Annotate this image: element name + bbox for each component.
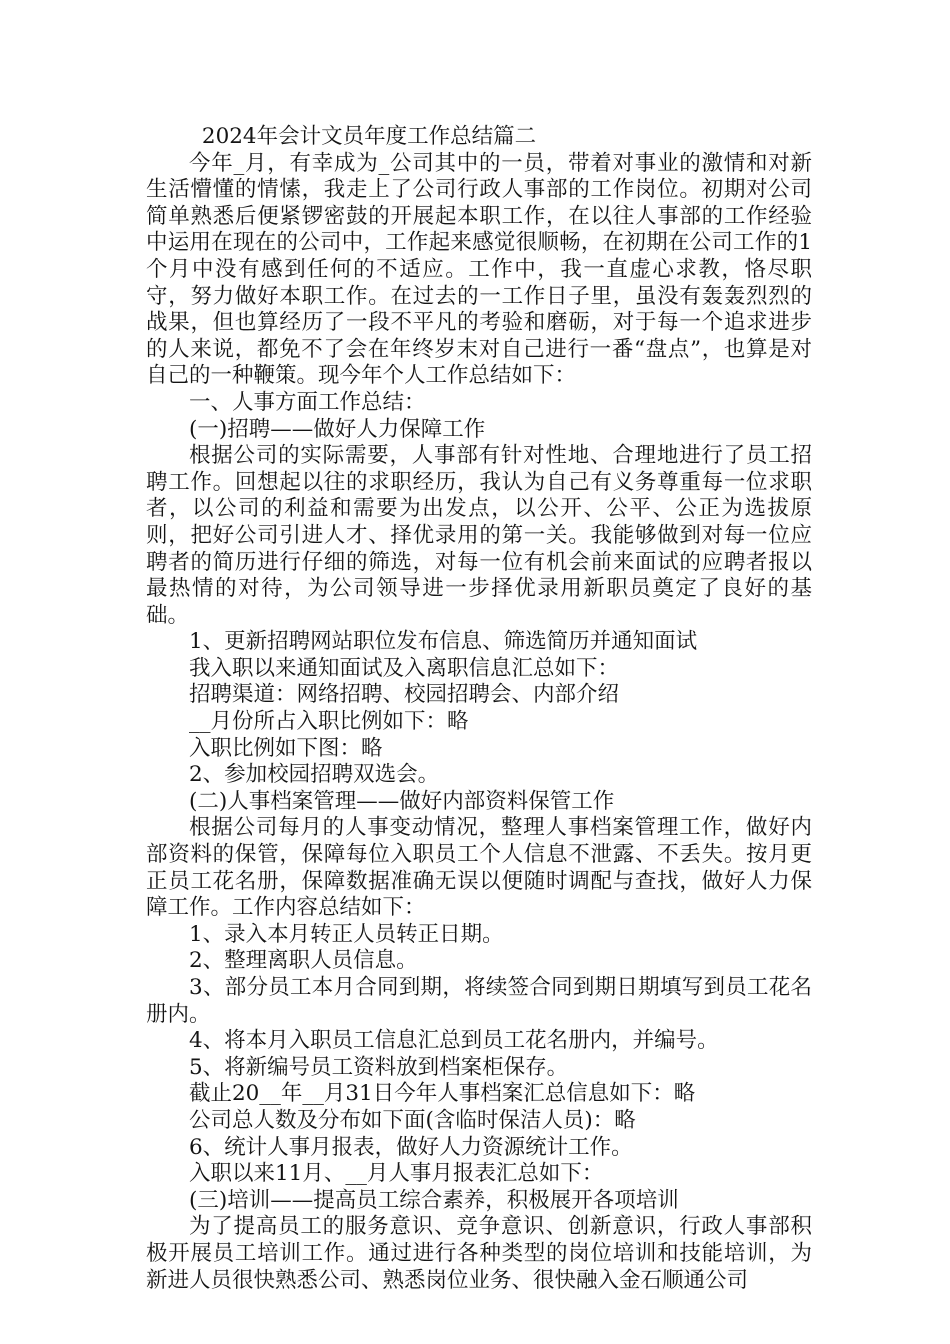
paragraph: 根据公司每月的人事变动情况，整理人事档案管理工作，做好内部资料的保管，保障每位入职员工个人信息不泄露、不丢失。按月更正员工花名册，保障数据准确无误以便随时调配与查找，做好人力保障工作。工作内容总结如下： [146,815,812,921]
list-item: 1、更新招聘网站职位发布信息、筛选简历并通知面试 [189,629,698,655]
paragraph: 为了提高员工的服务意识、竞争意识、创新意识，行政人事部积极开展员工培训工作。通过进行各种类型的岗位培训和技能培训，为新进人员很快熟悉公司、熟悉岗位业务、很快融入金石顺通公司 [146,1214,812,1293]
paragraph: 入职比例如下图：略 [189,735,383,761]
paragraph: 公司总人数及分布如下面(含临时保洁人员)：略 [189,1107,636,1133]
list-item: 1、录入本月转正人员转正日期。 [189,921,504,947]
list-item: 6、统计人事月报表，做好人力资源统计工作。 [189,1134,633,1160]
subsection-heading: (一)招聘——做好人力保障工作 [189,416,486,442]
list-item: 4、将本月入职员工信息汇总到员工花名册内，并编号。 [189,1028,719,1054]
list-item: 3、部分员工本月合同到期，将续签合同到期日期填写到员工花名册内。 [146,975,812,1027]
paragraph: 入职以来11月、__月人事月报表汇总如下： [189,1161,604,1187]
paragraph: 截止20__年__月31日今年人事档案汇总信息如下：略 [189,1081,696,1107]
paragraph: 我入职以来通知面试及入离职信息汇总如下： [189,655,620,681]
paragraph: __月份所占入职比例如下：略 [189,709,469,735]
document-body [146,124,812,1294]
section-heading: 一、人事方面工作总结： [189,389,426,415]
document-title: 2024年会计文员年度工作总结篇二 [201,124,537,149]
subsection-heading: (二)人事档案管理——做好内部资料保管工作 [189,788,615,814]
paragraph: 招聘渠道：网络招聘、校园招聘会、内部介绍 [189,682,620,708]
paragraph: 根据公司的实际需要，人事部有针对性地、合理地进行了员工招聘工作。回想起以往的求职经历，我认为自己有义务尊重每一位求职者，以公司的利益和需要为出发点，以公开、公平、公正为选拔原则，把好公司引进人才、择优录用的第一关。我能够做到对每一位应聘者的简历进行仔细的筛选，对每一位有机会前来面试的应聘者报以最热情的对待，为公司领导进一步择优录用新职员奠定了良好的基础。 [146,443,812,628]
list-item: 5、将新编号员工资料放到档案柜保存。 [189,1054,569,1080]
paragraph: 今年_月，有幸成为_公司其中的一员，带着对事业的激情和对新生活懵懂的情愫，我走上了公司行政人事部的工作岗位。初期对公司简单熟悉后便紧锣密鼓的开展起本职工作，在以往人事部的工作经验中运用在现在的公司中，工作起来感觉很顺畅，在初期在公司工作的1个月中没有感到任何的不适应。工作中，我一直虚心求教，恪尽职守，努力做好本职工作。在过去的一工作日子里，虽没有轰轰烈烈的战果，但也算经历了一段不平凡的考验和磨砺，对于每一个追求进步的人来说，都免不了会在年终岁末对自己进行一番“盘点”，也算是对自己的一种鞭策。现今年个人工作总结如下： [146,150,812,389]
list-item: 2、整理离职人员信息。 [189,948,418,974]
subsection-heading: (三)培训——提高员工综合素养，积极展开各项培训 [189,1187,679,1213]
list-item: 2、参加校园招聘双选会。 [189,762,440,788]
